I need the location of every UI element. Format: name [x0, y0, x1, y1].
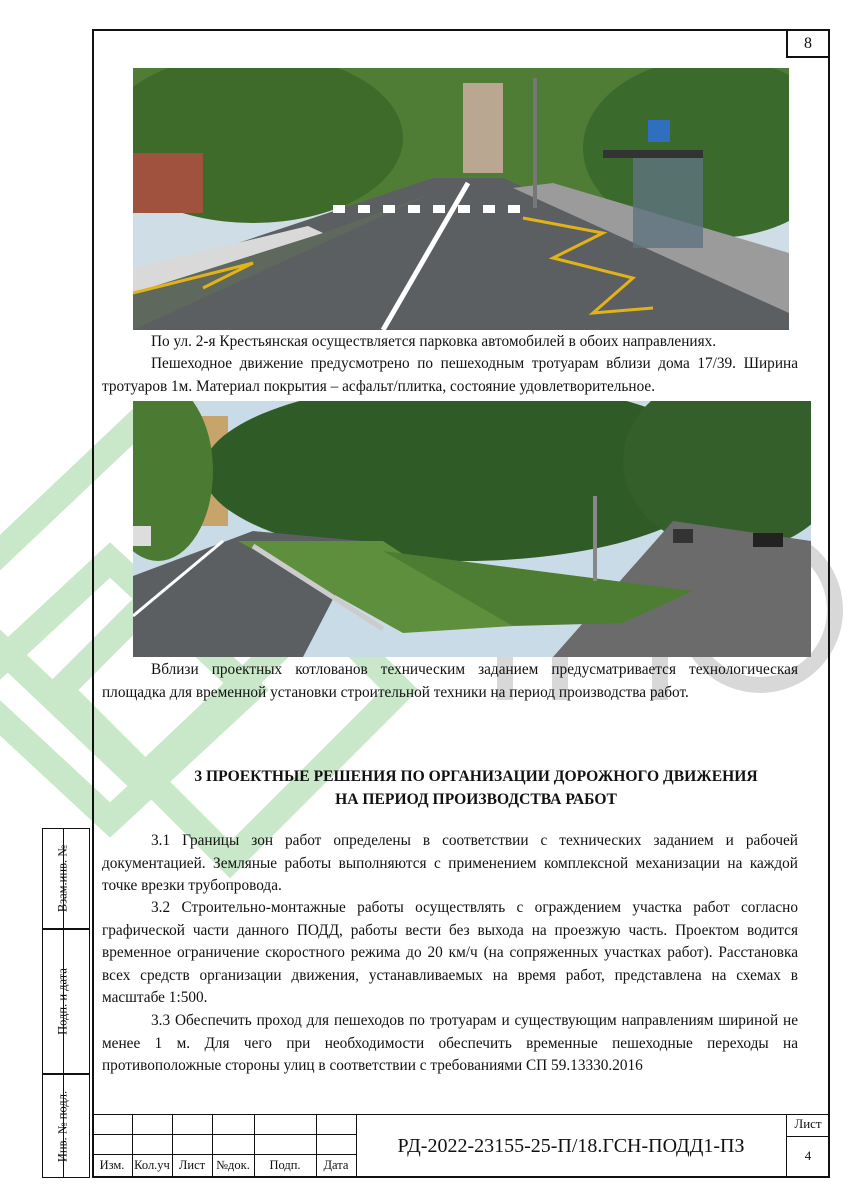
col-list: Лист [178, 1158, 206, 1172]
paragraph-site: Вблизи проектных котлованов техническим заданием предусматривается технологическая площадка для временной установки строительной техники на период производства работ. [102, 661, 798, 701]
side-label-podp: Подп. и дата [55, 968, 70, 1035]
section-heading-line1: 3 ПРОЕКТНЫЕ РЕШЕНИЯ ПО ОРГАНИЗАЦИИ ДОРОЖНОГО ДВИЖЕНИЯ [194, 768, 758, 785]
section-heading-line2: НА ПЕРИОД ПРОИЗВОДСТВА РАБОТ [335, 791, 617, 808]
sheet-label: Лист [794, 1116, 822, 1131]
col-data: Дата [323, 1158, 349, 1172]
col-koluch: Кол.уч [134, 1158, 170, 1172]
col-podp: Подп. [269, 1158, 301, 1172]
side-stamp-podp [42, 929, 90, 1074]
paragraph-parking: По ул. 2-я Крестьянская осуществляется парковка автомобилей в обоих направлениях. [151, 333, 717, 350]
document-code: РД-2022-23155-25-П/18.ГСН-ПОДД1-ПЗ [397, 1135, 745, 1157]
side-stamp-inv [42, 1074, 90, 1178]
side-label-vzam: Взам.инв. № [55, 844, 70, 913]
paragraph-pedestrian: Пешеходное движение предусмотрено по пешеходным тротуарам вблизи дома 17/39. Ширина тротуаров 1м. Материал покрытия – асфальт/плитка, состояние удовлетворительное. [102, 355, 798, 395]
sheet-number: 4 [804, 1148, 812, 1163]
paragraph-3-3: 3.3 Обеспечить проход для пешеходов по тротуарам и существующим направлениям шириной не менее 1 м. Для чего при необходимости обеспечить временные пешеходные переходы на противоположные стороны улиц в соответствии с требованиями СП 59.13330.2016 [102, 1012, 798, 1074]
col-ndok: №док. [216, 1158, 250, 1172]
side-label-inv: Инв. № подл. [55, 1090, 70, 1163]
paragraph-3-1: 3.1 Границы зон работ определены в соответствии с технических заданием и рабочей документацией. Земляные работы выполняются с применением комплексной механизации на каждой точке врезки трубопровода. [102, 832, 798, 894]
street-photo-2 [133, 401, 811, 657]
street-photo-1 [133, 68, 789, 330]
page-number: 8 [786, 29, 830, 58]
side-stamp-vzam [42, 828, 90, 929]
col-izm: Изм. [99, 1158, 125, 1172]
paragraph-3-2: 3.2 Строительно-монтажные работы осуществлять с ограждением участка работ согласно графической части данного ПОДД, работы вести без выхода на проезжую часть. Проектом водится временное ограничение скоростного режима до 20 км/ч (на сопряженных участках работ). Расстановка всех средств организации движения, устанавливаемых на время работ, представлена на схемах в масштабе 1:500. [102, 899, 798, 1006]
